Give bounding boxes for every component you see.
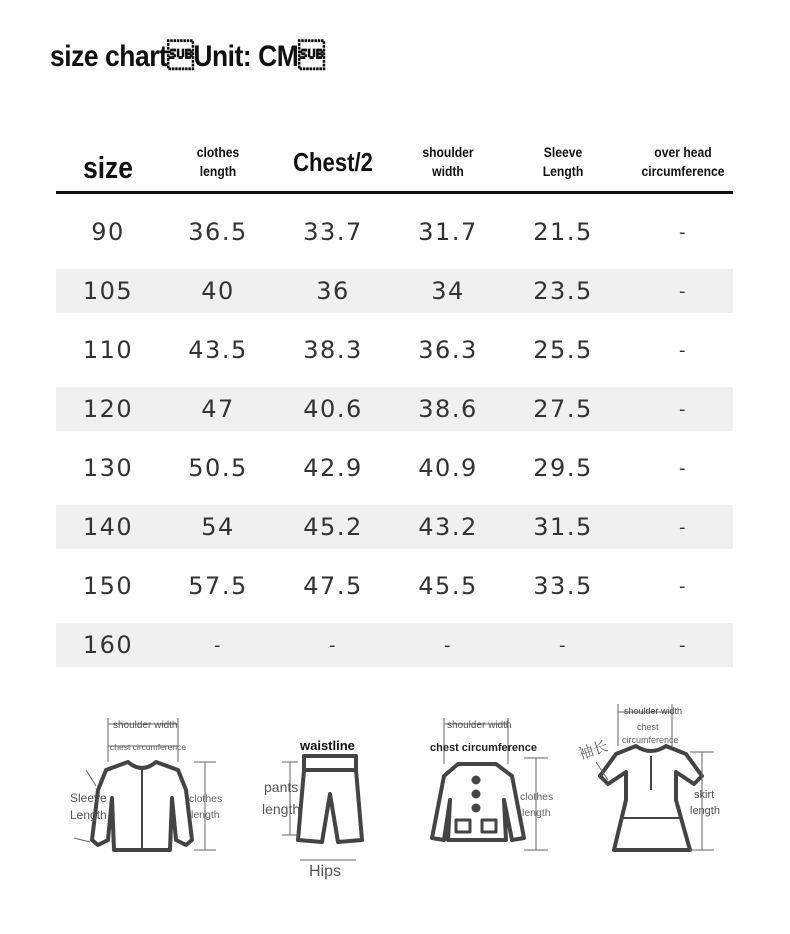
table-cell: 43.2 [418,513,478,541]
coat-chest-label: chest circumference [430,742,537,754]
table-row [56,387,733,446]
table-cell: - [679,457,687,479]
jacket-chest-label: chest circumference [110,742,187,752]
table-cell: 27.5 [533,395,593,423]
table-row [56,564,733,623]
table-cell: 34 [431,277,465,305]
coat-shoulder-label: shoulder width [447,720,512,731]
table-cell: 40 [201,277,235,305]
table-cell: 21.5 [533,218,593,246]
table-row [56,210,733,269]
table-cell: 40.6 [303,395,363,423]
pants-length-label: pants length [262,779,301,817]
table-cell: 140 [82,513,134,541]
table-cell: - [444,634,452,656]
table-cell: 38.3 [303,336,363,364]
table-cell: - [679,516,687,538]
table-cell: 50.5 [188,454,248,482]
coat-illustration [432,764,524,840]
table-cell: 105 [82,277,134,305]
table-cell: 33.5 [533,572,593,600]
table-cell: 57.5 [188,572,248,600]
table-body [56,210,733,682]
table-cell: 33.7 [303,218,363,246]
table-cell: 90 [91,218,125,246]
table-row [56,505,733,564]
table-cell: - [679,221,687,243]
dress-chest-label: chest circumference [622,722,679,745]
jacket-sleeve-label: Sleeve Length [70,791,107,822]
table-cell: - [679,280,687,302]
dress-sleeve-label: 袖长 [576,737,611,764]
table-cell: 38.6 [418,395,478,423]
page-title: size chartUnit: CM [50,40,325,73]
table-row [56,623,733,682]
header-over-head: over head circumference [641,145,725,179]
header-chest: Chest/2 [293,146,373,177]
pants-hips-label: Hips [309,863,342,880]
table-cell: 31.5 [533,513,593,541]
table-cell: - [214,634,222,656]
table-row [56,446,733,505]
table-cell: - [679,339,687,361]
table-row [56,328,733,387]
table-cell: 42.9 [303,454,363,482]
table-cell: 150 [82,572,134,600]
coat-length-label: clothes length [520,791,554,819]
table-cell: 23.5 [533,277,593,305]
pants-waistline-label: waistline [300,738,355,753]
table-cell: - [679,575,687,597]
table-cell: 47.5 [303,572,363,600]
table-cell: - [559,634,567,656]
header-shoulder-width: shoulder width [422,145,474,179]
garment-illustrations [0,690,790,929]
table-cell: 36.5 [188,218,248,246]
table-cell: 43.5 [188,336,248,364]
table-cell: - [329,634,337,656]
table-cell: 45.2 [303,513,363,541]
table-cell: 47 [201,395,235,423]
dress-illustration [600,746,702,850]
header-sleeve-length: Sleeve Length [542,145,584,179]
table-cell: - [679,634,687,656]
table-cell: 45.5 [418,572,478,600]
table-cell: 40.9 [418,454,478,482]
table-cell: 54 [201,513,235,541]
table-cell: - [679,398,687,420]
table-cell: 25.5 [533,336,593,364]
table-cell: 36 [316,277,350,305]
table-cell: 31.7 [418,218,478,246]
table-cell: 130 [82,454,134,482]
dress-shoulder-label: shoulder width [624,706,683,716]
pants-illustration [298,756,362,842]
table-cell: 36.3 [418,336,478,364]
header-clothes-length: clothes length [196,145,240,179]
jacket-shoulder-label: shoulder width [113,720,178,731]
size-table [56,133,733,666]
table-cell: 110 [82,336,134,364]
jacket-illustration [92,762,192,850]
dress-skirt-label: skirt length [690,789,720,817]
table-cell: 160 [82,631,134,659]
table-row [56,269,733,328]
header-size: size [83,150,133,185]
jacket-length-label: clothes length [189,793,223,821]
table-header [56,133,733,194]
table-cell: 29.5 [533,454,593,482]
table-cell: 120 [82,395,134,423]
